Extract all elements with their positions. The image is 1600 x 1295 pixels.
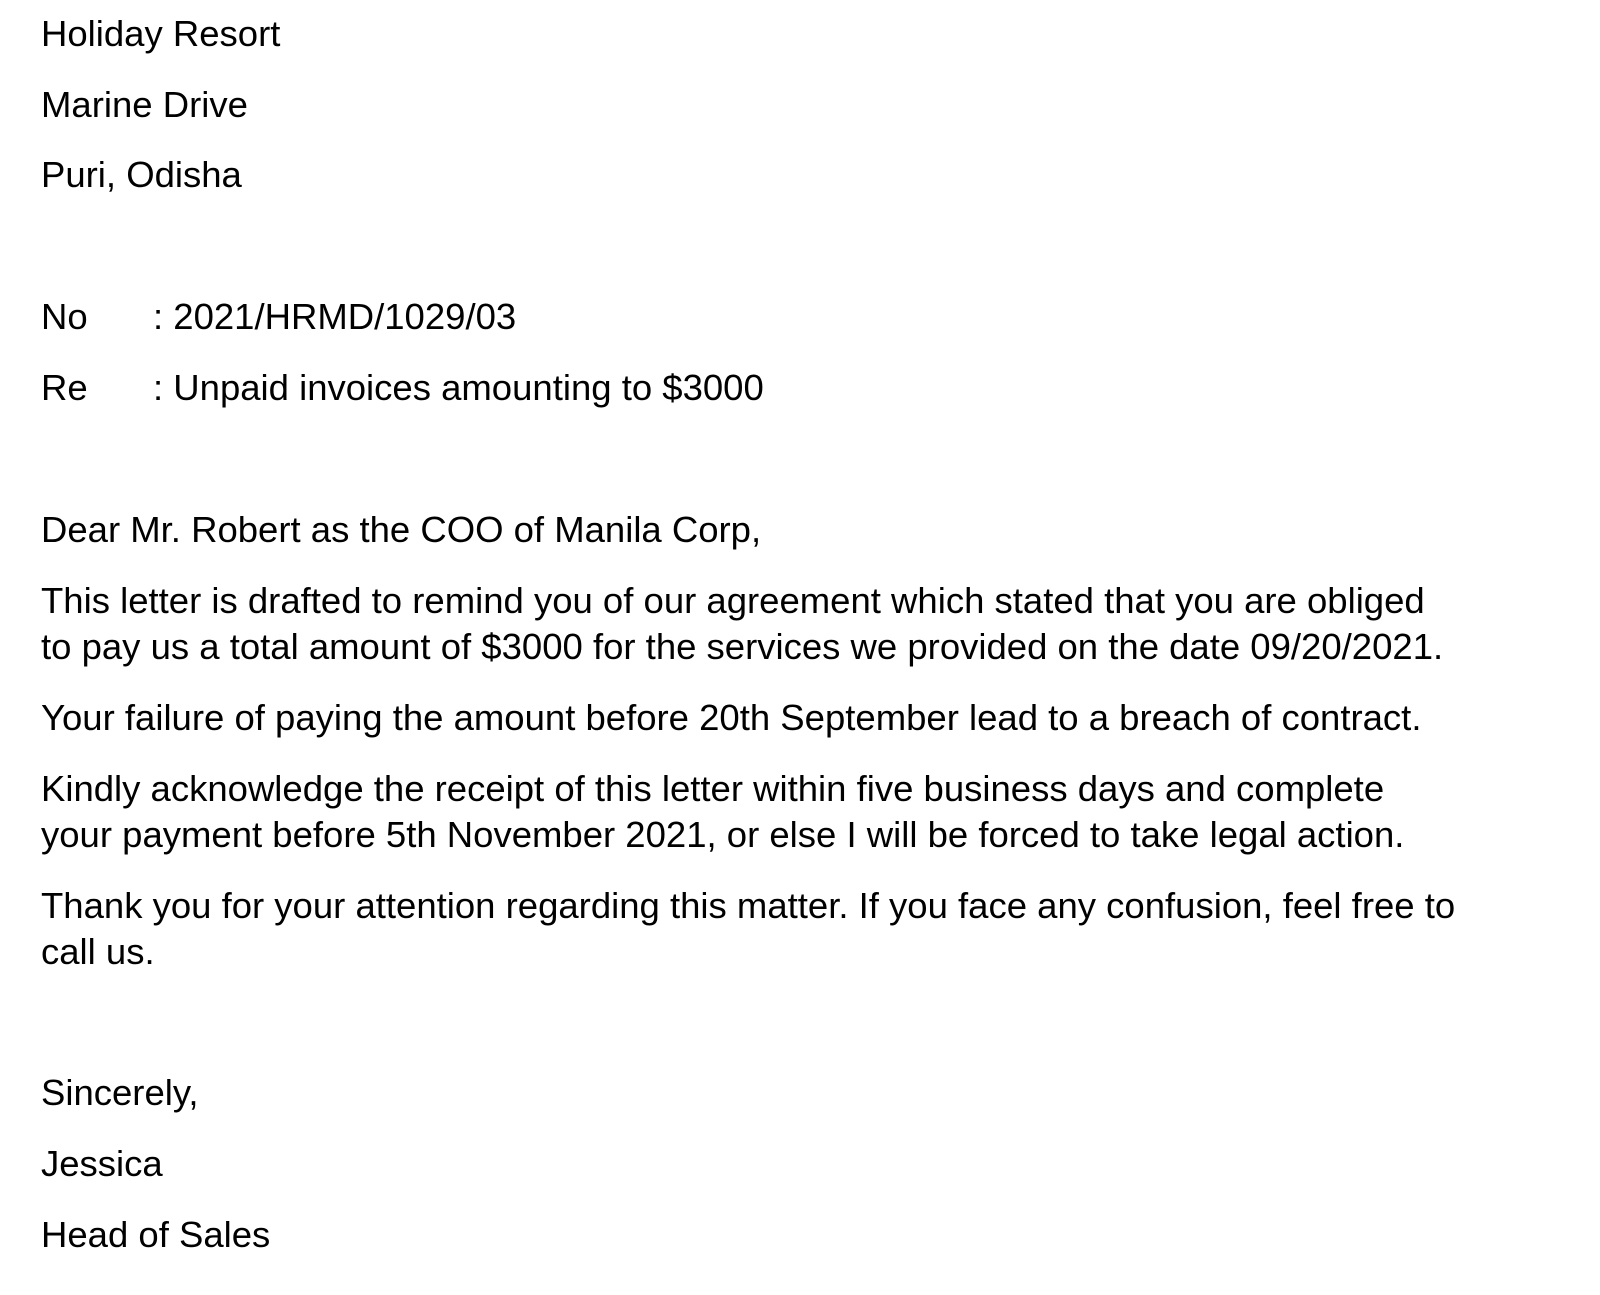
body-paragraph-4: [41, 883, 1581, 975]
body-paragraph-2: [41, 695, 1581, 741]
body-paragraph-2-line-1: Your failure of paying the amount before 20th September lead to a breach of contract.: [41, 697, 1422, 738]
body-paragraph-1-line-1: This letter is drafted to remind you of our agreement which stated that you are obliged: [41, 580, 1425, 621]
reference-number-value: : 2021/HRMD/1029/03: [153, 296, 517, 337]
sender-city: Puri, Odisha: [41, 154, 242, 195]
signer-title: Head of Sales: [41, 1214, 271, 1255]
reference-subject-value: : Unpaid invoices amounting to $3000: [153, 367, 764, 408]
salutation: Dear Mr. Robert as the COO of Manila Corp,: [41, 509, 762, 550]
reference-number-label: No: [41, 296, 88, 337]
body-paragraph-1: [41, 578, 1581, 670]
body-paragraph-4-line-2: call us.: [41, 931, 155, 972]
sender-street: Marine Drive: [41, 84, 248, 125]
signer-name: Jessica: [41, 1143, 163, 1184]
closing-valediction: Sincerely,: [41, 1072, 199, 1113]
sender-name: Holiday Resort: [41, 13, 281, 54]
body-paragraph-4-line-1: Thank you for your attention regarding this matter. If you face any confusion, feel free to: [41, 885, 1456, 926]
body-paragraph-3-line-2: your payment before 5th November 2021, or else I will be forced to take legal action.: [41, 814, 1405, 855]
reference-subject-label: Re: [41, 367, 88, 408]
body-paragraph-1-line-2: to pay us a total amount of $3000 for the services we provided on the date 09/20/2021.: [41, 626, 1444, 667]
body-paragraph-3: [41, 766, 1581, 858]
body-paragraph-3-line-1: Kindly acknowledge the receipt of this letter within five business days and complete: [41, 768, 1385, 809]
